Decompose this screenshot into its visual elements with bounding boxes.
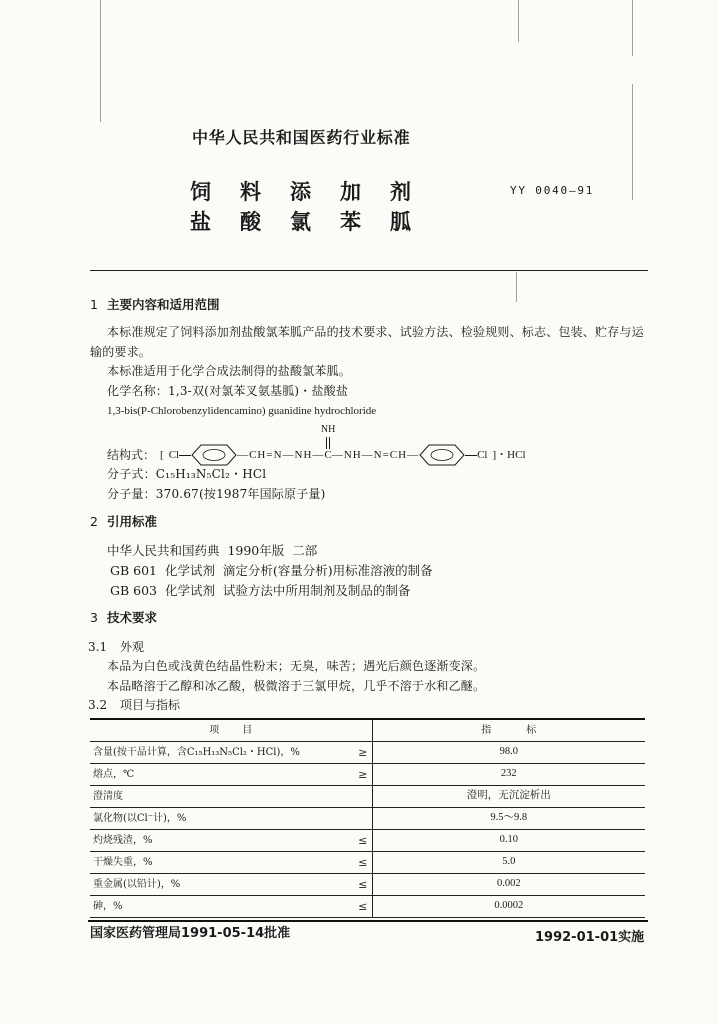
table-cell-item: 重金属(以铅计)，%	[90, 874, 354, 896]
section-number: 3	[90, 610, 98, 625]
footer-divider	[88, 920, 648, 922]
structure-label: 结构式：	[107, 448, 156, 462]
subsection-title: 项目与指标	[120, 698, 181, 712]
section-title: 引用标准	[107, 514, 158, 529]
column-header-indicator-label: 指标	[481, 724, 572, 736]
table-cell-value: 98.0	[372, 742, 645, 764]
subsection-number: 3.2	[88, 698, 108, 712]
spec-table	[90, 718, 645, 918]
table-row	[90, 786, 645, 808]
implementation-date: 1992-01-01实施	[535, 930, 645, 945]
chemical-name-english: 1,3-bis(P-Chlorobenzylidencamino) guanidine hydrochloride	[107, 405, 377, 417]
chain-left: —CH=N—NH—	[237, 448, 325, 461]
section-title: 技术要求	[107, 610, 158, 625]
appearance-line: 本品为白色或浅黄色结晶性粉末；无臭，味苦；遇光后颜色逐渐变深。	[107, 659, 486, 673]
table-cell-value: 0.10	[372, 830, 645, 852]
benzene-ring-icon	[419, 444, 465, 466]
standard-body-title: 中华人民共和国医药行业标准	[192, 128, 411, 147]
table-cell-item: 澄清度	[90, 786, 354, 808]
solubility-line: 本品略溶于乙醇和冰乙酸，极微溶于三氯甲烷，几乎不溶于水和乙醚。	[107, 679, 486, 693]
double-bond	[326, 437, 330, 449]
table-cell-operator: ≤	[354, 852, 372, 874]
table-header-row	[90, 719, 645, 742]
center-atom: C	[324, 448, 332, 461]
approval-statement: 国家医药管理局1991-05-14批准	[90, 926, 291, 941]
table-cell-operator: ≤	[354, 896, 372, 918]
scan-artifact-line	[100, 0, 101, 122]
benzene-ring-icon	[191, 444, 237, 466]
scope-paragraph: 本标准适用于化学合成法制得的盐酸氯苯胍。	[107, 364, 352, 378]
subsection-title: 外观	[120, 640, 145, 654]
chain-right: —NH—N=CH—	[331, 448, 420, 461]
paragraph-line: 本标准规定了饲料添加剂盐酸氯苯胍产品的技术要求、试验方法、检验规则、标志、包装、贮存与运	[107, 325, 644, 339]
single-bond	[465, 455, 477, 456]
single-bond	[179, 455, 191, 456]
close-bracket: ]	[492, 448, 497, 461]
subsection-3-1-heading	[88, 641, 144, 653]
table-cell-value: 0.002	[372, 874, 645, 896]
section-3-heading	[90, 612, 157, 625]
subsection-number: 3.1	[88, 640, 108, 654]
salt-suffix: ・HCl	[496, 448, 526, 461]
section-2-heading	[90, 516, 157, 529]
table-cell-operator	[354, 786, 372, 808]
table-cell-item: 灼烧残渣，%	[90, 830, 354, 852]
section-1-heading	[90, 299, 220, 312]
table-cell-operator	[354, 808, 372, 830]
scan-artifact-line	[632, 84, 633, 200]
table-cell-value: 232	[372, 764, 645, 786]
table-cell-item: 氯化物(以Cl⁻计)，%	[90, 808, 354, 830]
scan-artifact-line	[632, 0, 633, 56]
table-cell-item: 熔点，℃	[90, 764, 354, 786]
table-row	[90, 896, 645, 918]
table-cell-item: 含量(按干品计算，含C₁₅H₁₃N₅Cl₂・HCl)，%	[90, 742, 354, 764]
section-title: 主要内容和适用范围	[107, 297, 220, 312]
table-cell-operator: ≤	[354, 874, 372, 896]
reference-item: GB 601 化学试剂 滴定分析(容量分析)用标准溶液的制备	[110, 563, 433, 578]
header-divider	[90, 270, 648, 271]
paragraph-line: 输的要求。	[90, 345, 152, 359]
column-header-item	[90, 719, 372, 742]
molecular-weight: 分子量：370.67(按1987年国际原子量)	[107, 487, 326, 501]
guanidine-carbon	[320, 423, 336, 461]
column-header-indicator	[372, 719, 645, 742]
section-number: 1	[90, 297, 98, 312]
standard-code: YY 0040—91	[510, 184, 595, 197]
table-row	[90, 874, 645, 896]
right-chlorine: Cl	[477, 448, 488, 461]
subsection-3-2-heading	[88, 699, 180, 711]
table-cell-item: 干燥失重，%	[90, 852, 354, 874]
reference-item: GB 603 化学试剂 试验方法中所用制剂及制品的制备	[110, 583, 411, 598]
table-row	[90, 852, 645, 874]
table-row	[90, 830, 645, 852]
scan-artifact-line	[518, 0, 519, 42]
table-cell-value: 9.5～9.8	[372, 808, 645, 830]
structural-formula	[107, 423, 526, 465]
table-row	[90, 742, 645, 764]
table-row	[90, 764, 645, 786]
document-title-line-1: 饲料添加剂	[190, 180, 440, 204]
table-row	[90, 808, 645, 830]
document-title-line-2: 盐酸氯苯胍	[190, 210, 440, 234]
left-chlorine: Cl	[168, 448, 180, 461]
table-cell-operator: ≤	[354, 830, 372, 852]
section-number: 2	[90, 514, 98, 529]
molecular-formula: 分子式：C₁₅H₁₃N₅Cl₂・HCl	[107, 467, 267, 481]
table-cell-operator: ≥	[354, 764, 372, 786]
table-cell-operator: ≥	[354, 742, 372, 764]
scan-artifact-line	[516, 272, 517, 302]
table-cell-value: 5.0	[372, 852, 645, 874]
open-bracket: [	[160, 448, 164, 461]
reference-item: 中华人民共和国药典 1990年版 二部	[107, 543, 318, 558]
table-cell-value: 澄明，无沉淀析出	[372, 786, 645, 808]
imino-group: NH	[320, 423, 336, 435]
chemical-name: 化学名称：1,3-双(对氯苯叉氨基胍)・盐酸盐	[107, 384, 349, 398]
table-cell-item: 砷，%	[90, 896, 354, 918]
table-cell-value: 0.0002	[372, 896, 645, 918]
column-header-item-label: 项目	[209, 724, 276, 736]
